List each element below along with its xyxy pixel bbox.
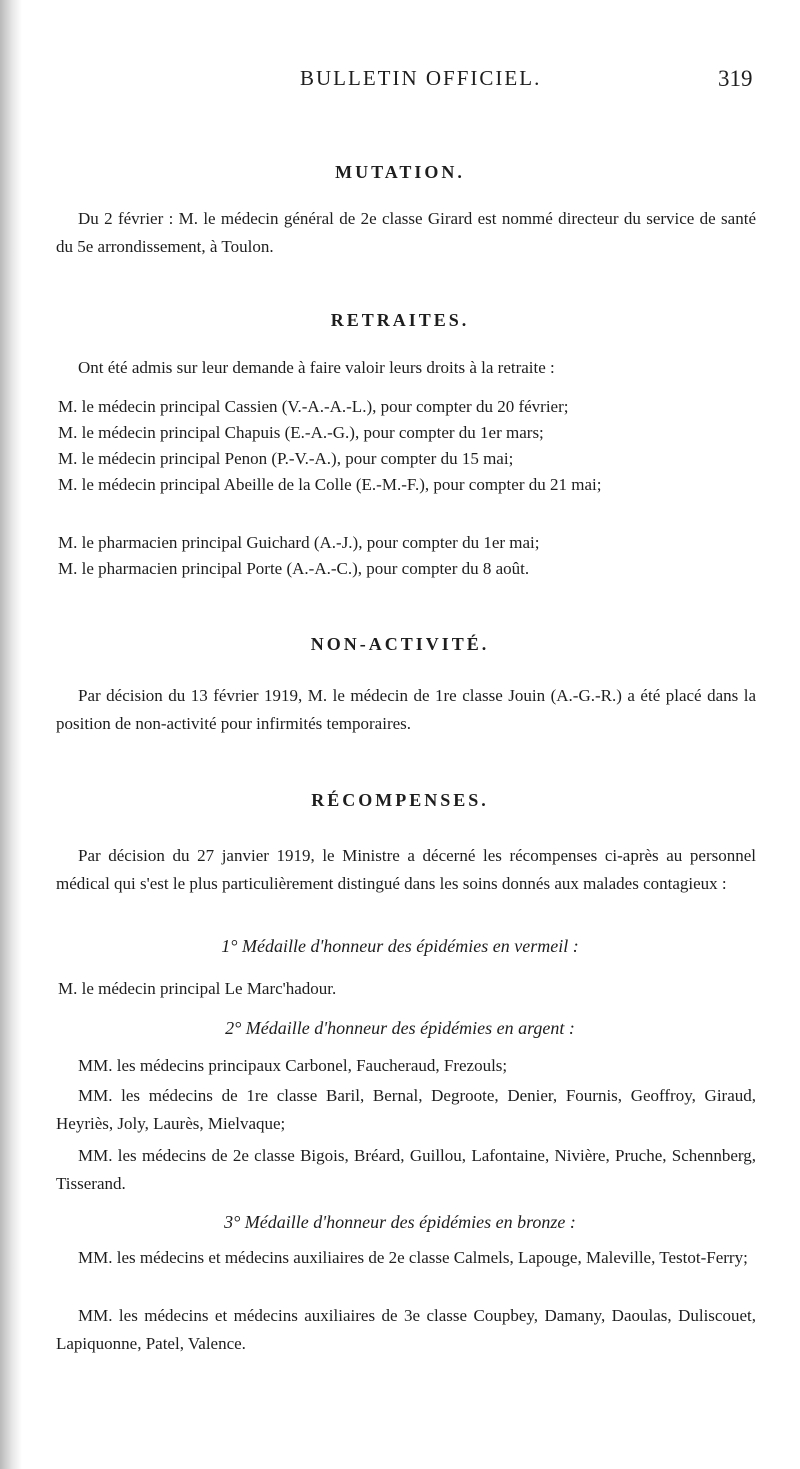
retraite-item: M. le pharmacien principal Guichard (A.-J.), pour compter du 1er mai; <box>58 533 540 552</box>
non-activite-paragraph: Par décision du 13 février 1919, M. le médecin de 1re classe Jouin (A.-G.-R.) a été placé dans la position de non-activité pour infirmités temporaires. <box>56 686 756 733</box>
mutation-paragraph: Du 2 février : M. le médecin général de 2e classe Girard est nommé directeur du service de santé du 5e arrondissement, à Toulon. <box>56 209 756 256</box>
section-title-retraites: RETRAITES. <box>330 310 470 330</box>
page-number: 319 <box>718 66 753 91</box>
medal-entry: MM. les médecins et médecins auxiliaires de 3e classe Coupbey, Damany, Daoulas, Duliscouet, Lapiquonne, Patel, Valence. <box>56 1306 756 1353</box>
retraite-item: M. le médecin principal Penon (P.-V.-A.), pour compter du 15 mai; <box>58 449 514 468</box>
medal-heading-vermeil: 1° Médaille d'honneur des épidémies en vermeil : <box>221 936 579 956</box>
retraites-intro: Ont été admis sur leur demande à faire valoir leurs droits à la retraite : <box>78 358 555 377</box>
retraite-item: M. le médecin principal Cassien (V.-A.-A.-L.), pour compter du 20 février; <box>58 397 569 416</box>
medal-entry: MM. les médecins de 2e classe Bigois, Bréard, Guillou, Lafontaine, Nivière, Pruche, Schennberg, Tisserand. <box>56 1146 756 1193</box>
running-title: BULLETIN OFFICIEL. <box>300 66 542 90</box>
medal-entry: MM. les médecins principaux Carbonel, Faucheraud, Frezouls; <box>78 1056 508 1075</box>
medal-heading-bronze: 3° Médaille d'honneur des épidémies en bronze : <box>224 1212 576 1232</box>
page-binding-shadow <box>0 0 22 1469</box>
retraite-item: M. le médecin principal Abeille de la Colle (E.-M.-F.), pour compter du 21 mai; <box>58 475 602 494</box>
recompenses-intro: Par décision du 27 janvier 1919, le Ministre a décerné les récompenses ci-après au personnel médical qui s'est le plus particulièrement distingué dans les soins donnés aux malades contagieux : <box>56 846 756 893</box>
section-title-mutation: MUTATION. <box>335 162 465 182</box>
medal-entry: M. le médecin principal Le Marc'hadour. <box>58 979 337 998</box>
retraite-item: M. le pharmacien principal Porte (A.-A.-C.), pour compter du 8 août. <box>58 559 530 578</box>
running-header <box>0 66 800 106</box>
section-title-recompenses: RÉCOMPENSES. <box>311 790 489 810</box>
medal-entry: MM. les médecins et médecins auxiliaires de 2e classe Calmels, Lapouge, Maleville, Testot-Ferry; <box>78 1248 748 1267</box>
medal-entry: MM. les médecins de 1re classe Baril, Bernal, Degroote, Denier, Fournis, Geoffroy, Giraud, Heyriès, Joly, Laurès, Mielvaque; <box>56 1086 756 1133</box>
retraite-item: M. le médecin principal Chapuis (E.-A.-G.), pour compter du 1er mars; <box>58 423 544 442</box>
medal-heading-argent: 2° Médaille d'honneur des épidémies en argent : <box>225 1018 575 1038</box>
section-title-non-activite: NON-ACTIVITÉ. <box>310 634 490 654</box>
